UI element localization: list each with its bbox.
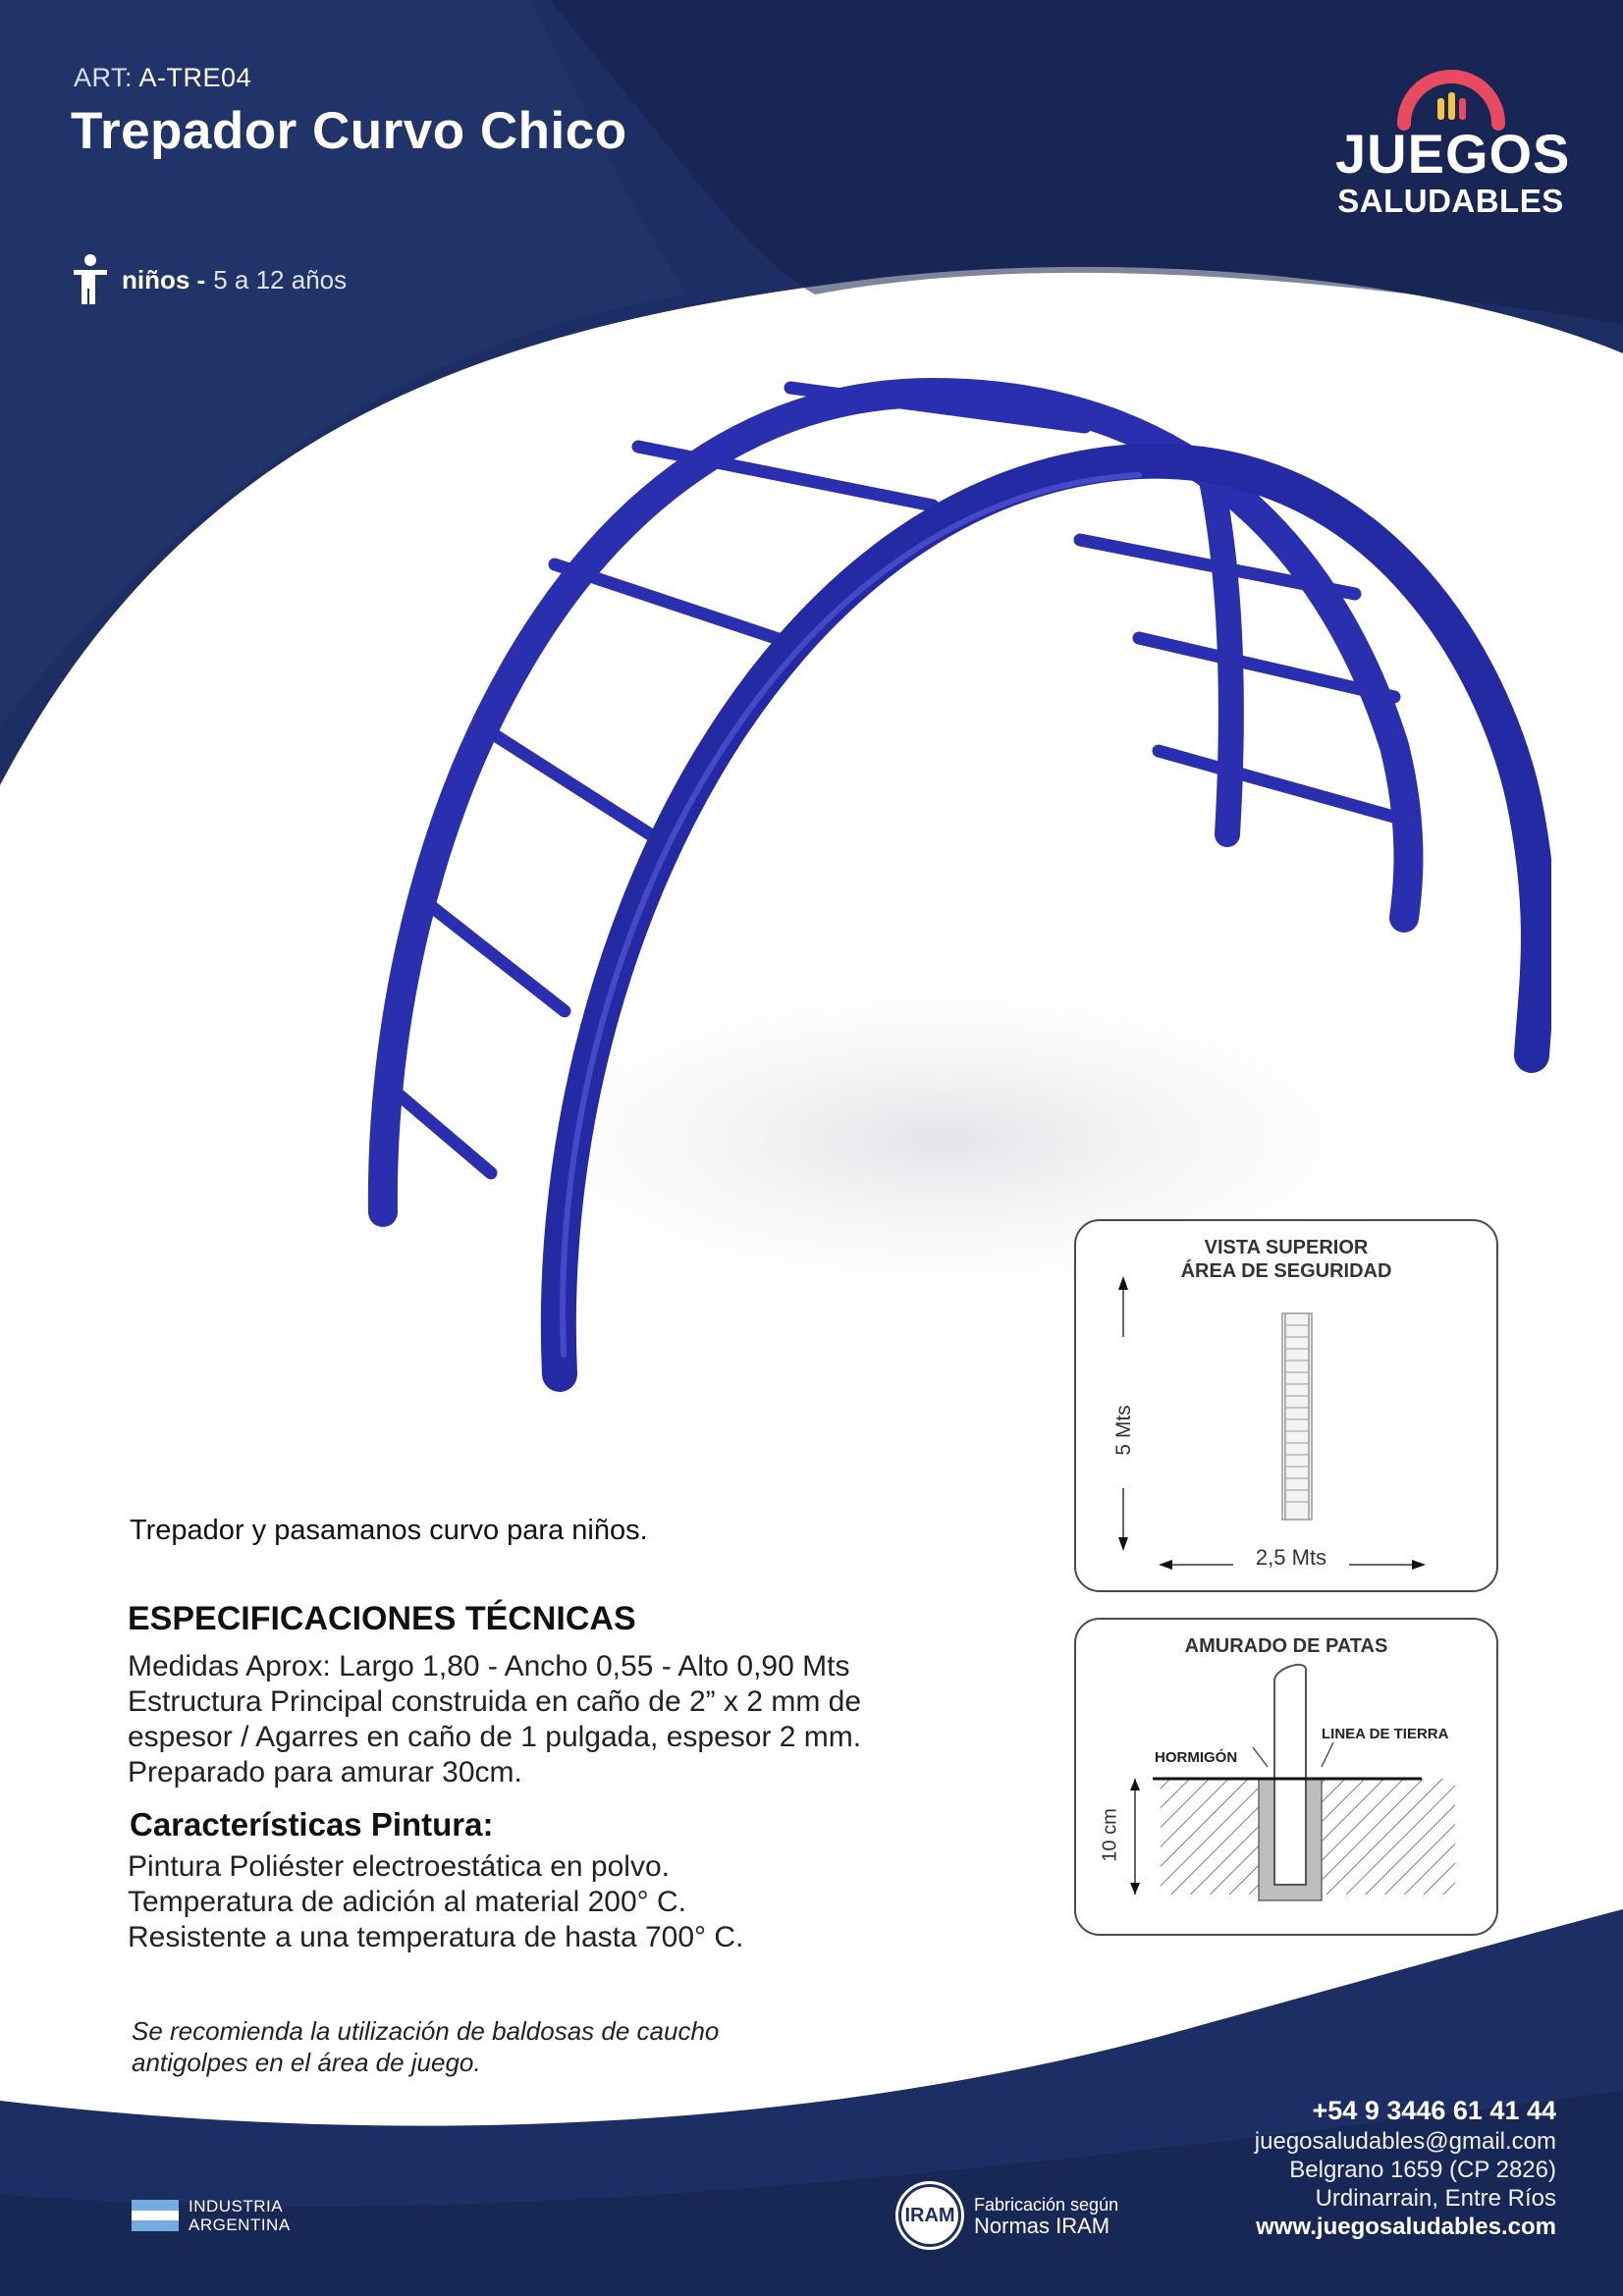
iram-logo-icon: IRAM	[895, 2181, 964, 2250]
anchoring-title: AMURADO DE PATAS	[1184, 1635, 1388, 1657]
specs-heading: ESPECIFICACIONES TÉCNICAS	[128, 1600, 636, 1637]
contact-email[interactable]: juegosaludables@gmail.com	[1254, 2128, 1556, 2155]
paint-heading: Características Pintura:	[130, 1806, 494, 1842]
spec-line: Estructura Principal construida en caño de 2” x 2 mm de	[128, 1685, 862, 1718]
spec-line: Medidas Aprox: Largo 1,80 - Ancho 0,55 - Alto 0,90 Mts	[128, 1650, 850, 1682]
article-code: ART: A-TRE04	[74, 63, 252, 92]
contact-website[interactable]: www.juegosaludables.com	[1256, 2214, 1556, 2240]
contact-phone[interactable]: +54 9 3446 61 41 44	[1312, 2096, 1556, 2125]
age-range: niños - 5 a 12 años	[71, 253, 347, 306]
spec-line: espesor / Agarres en caño de 1 pulgada, espesor 2 mm.	[128, 1721, 862, 1753]
brand-logo	[1335, 63, 1571, 230]
safety-area-drawing	[1076, 1221, 1496, 1590]
child-icon	[71, 253, 110, 306]
product-description: Trepador y pasamanos curvo para niños.	[130, 1515, 648, 1546]
spec-line: Preparado para amurar 30cm.	[128, 1756, 522, 1789]
anchoring-diagram	[1074, 1618, 1498, 1936]
safety-width-label: 2,5 Mts	[1255, 1545, 1327, 1570]
back-arch-right-leg	[1208, 461, 1231, 834]
depth-label: 10 cm	[1099, 1808, 1121, 1862]
industria-argentina-badge: INDUSTRIA ARGENTINA	[132, 2197, 291, 2234]
ladder-top-view	[1282, 1313, 1312, 1520]
logo-wordmark: JUEGOS	[1335, 123, 1571, 185]
ground-line-label: LINEA DE TIERRA	[1322, 1726, 1449, 1742]
recommendation-note: Se recomienda la utilización de baldosas de caucho antigolpes en el área de juego.	[132, 2016, 720, 2077]
product-title: Trepador Curvo Chico	[71, 102, 627, 160]
contact-address-line1: Belgrano 1659 (CP 2826)	[1289, 2157, 1556, 2183]
anchoring-drawing	[1076, 1620, 1496, 1934]
safety-title-line2: ÁREA DE SEGURIDAD	[1180, 1260, 1392, 1282]
argentina-flag-icon	[132, 2200, 179, 2231]
paint-line: Pintura Poliéster electroestática en polvo.	[128, 1850, 670, 1883]
safety-height-label: 5 Mts	[1112, 1405, 1135, 1456]
iram-certification: IRAM Fabricación según Normas IRAM	[895, 2181, 1118, 2250]
safety-area-diagram	[1074, 1219, 1498, 1592]
contact-address-line2: Urdinarrain, Entre Ríos	[1315, 2185, 1556, 2212]
concrete-label: HORMIGÓN	[1155, 1749, 1238, 1766]
safety-title-line1: VISTA SUPERIOR	[1204, 1237, 1369, 1258]
paint-line: Temperatura de adición al material 200° C.	[128, 1886, 686, 1918]
logo-subtitle: SALUDABLES	[1337, 183, 1564, 219]
paint-line: Resistente a una temperatura de hasta 700° C.	[128, 1921, 744, 1953]
